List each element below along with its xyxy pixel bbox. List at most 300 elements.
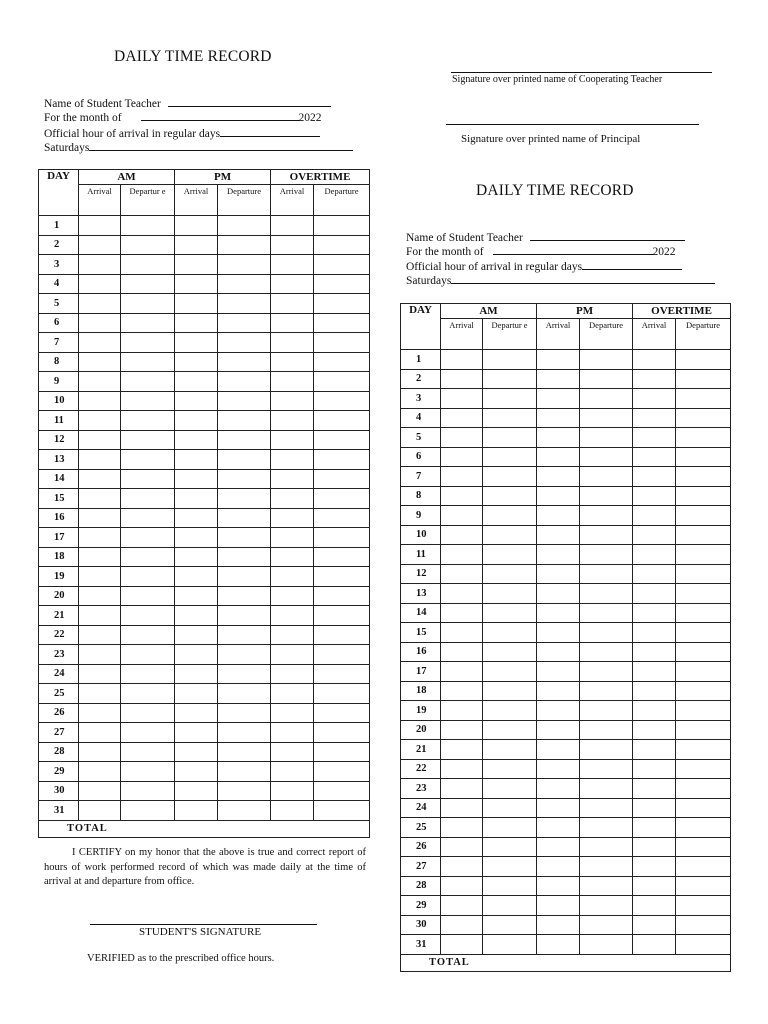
- am-departure-cell[interactable]: [483, 369, 537, 389]
- overtime-departure-cell[interactable]: [676, 428, 731, 448]
- pm-departure-cell[interactable]: [580, 935, 633, 955]
- pm-departure-cell[interactable]: [218, 586, 271, 606]
- overtime-arrival-cell[interactable]: [633, 740, 676, 760]
- pm-departure-cell[interactable]: [218, 450, 271, 470]
- am-departure-cell[interactable]: [483, 857, 537, 877]
- pm-departure-cell[interactable]: [218, 684, 271, 704]
- am-arrival-cell[interactable]: [79, 664, 121, 684]
- am-departure-cell[interactable]: [121, 801, 175, 821]
- pm-arrival-cell[interactable]: [175, 508, 218, 528]
- pm-arrival-cell[interactable]: [537, 720, 580, 740]
- am-arrival-cell[interactable]: [441, 389, 483, 409]
- am-departure-cell[interactable]: [483, 350, 537, 370]
- overtime-arrival-cell[interactable]: [271, 274, 314, 294]
- pm-arrival-cell[interactable]: [537, 681, 580, 701]
- pm-departure-cell[interactable]: [580, 837, 633, 857]
- name-blank[interactable]: [530, 230, 685, 241]
- am-departure-cell[interactable]: [121, 294, 175, 314]
- overtime-arrival-cell[interactable]: [633, 662, 676, 682]
- overtime-departure-cell[interactable]: [676, 642, 731, 662]
- am-departure-cell[interactable]: [121, 469, 175, 489]
- am-departure-cell[interactable]: [121, 508, 175, 528]
- pm-departure-cell[interactable]: [580, 447, 633, 467]
- am-arrival-cell[interactable]: [79, 352, 121, 372]
- overtime-arrival-cell[interactable]: [271, 625, 314, 645]
- overtime-arrival-cell[interactable]: [633, 837, 676, 857]
- overtime-arrival-cell[interactable]: [633, 350, 676, 370]
- pm-departure-cell[interactable]: [580, 720, 633, 740]
- pm-departure-cell[interactable]: [580, 896, 633, 916]
- overtime-departure-cell[interactable]: [676, 584, 731, 604]
- am-arrival-cell[interactable]: [79, 508, 121, 528]
- pm-arrival-cell[interactable]: [537, 779, 580, 799]
- am-departure-cell[interactable]: [121, 567, 175, 587]
- overtime-arrival-cell[interactable]: [633, 935, 676, 955]
- pm-departure-cell[interactable]: [218, 489, 271, 509]
- am-arrival-cell[interactable]: [79, 703, 121, 723]
- am-arrival-cell[interactable]: [441, 935, 483, 955]
- pm-departure-cell[interactable]: [580, 681, 633, 701]
- am-departure-cell[interactable]: [121, 216, 175, 236]
- pm-departure-cell[interactable]: [580, 564, 633, 584]
- am-arrival-cell[interactable]: [79, 528, 121, 548]
- am-departure-cell[interactable]: [483, 623, 537, 643]
- pm-departure-cell[interactable]: [218, 664, 271, 684]
- overtime-arrival-cell[interactable]: [633, 506, 676, 526]
- pm-departure-cell[interactable]: [580, 759, 633, 779]
- am-departure-cell[interactable]: [483, 818, 537, 838]
- am-arrival-cell[interactable]: [79, 469, 121, 489]
- am-arrival-cell[interactable]: [441, 525, 483, 545]
- overtime-arrival-cell[interactable]: [271, 547, 314, 567]
- month-blank[interactable]: [141, 110, 299, 121]
- am-arrival-cell[interactable]: [79, 274, 121, 294]
- pm-arrival-cell[interactable]: [537, 701, 580, 721]
- am-arrival-cell[interactable]: [441, 564, 483, 584]
- pm-departure-cell[interactable]: [218, 430, 271, 450]
- am-departure-cell[interactable]: [121, 235, 175, 255]
- am-departure-cell[interactable]: [483, 896, 537, 916]
- left-month-field[interactable]: [44, 110, 322, 126]
- pm-arrival-cell[interactable]: [175, 528, 218, 548]
- overtime-departure-cell[interactable]: [676, 369, 731, 389]
- overtime-arrival-cell[interactable]: [633, 701, 676, 721]
- overtime-departure-cell[interactable]: [314, 274, 370, 294]
- am-arrival-cell[interactable]: [441, 779, 483, 799]
- pm-departure-cell[interactable]: [580, 915, 633, 935]
- overtime-arrival-cell[interactable]: [271, 742, 314, 762]
- overtime-departure-cell[interactable]: [314, 664, 370, 684]
- overtime-arrival-cell[interactable]: [271, 216, 314, 236]
- overtime-departure-cell[interactable]: [676, 467, 731, 487]
- pm-arrival-cell[interactable]: [537, 525, 580, 545]
- overtime-arrival-cell[interactable]: [633, 467, 676, 487]
- overtime-departure-cell[interactable]: [676, 350, 731, 370]
- overtime-departure-cell[interactable]: [314, 742, 370, 762]
- am-arrival-cell[interactable]: [79, 586, 121, 606]
- pm-departure-cell[interactable]: [580, 428, 633, 448]
- overtime-arrival-cell[interactable]: [633, 603, 676, 623]
- pm-arrival-cell[interactable]: [537, 642, 580, 662]
- pm-departure-cell[interactable]: [218, 235, 271, 255]
- pm-departure-cell[interactable]: [218, 255, 271, 275]
- pm-departure-cell[interactable]: [218, 703, 271, 723]
- pm-arrival-cell[interactable]: [175, 625, 218, 645]
- pm-departure-cell[interactable]: [580, 525, 633, 545]
- overtime-arrival-cell[interactable]: [271, 703, 314, 723]
- am-arrival-cell[interactable]: [441, 818, 483, 838]
- am-arrival-cell[interactable]: [79, 216, 121, 236]
- pm-arrival-cell[interactable]: [537, 564, 580, 584]
- am-arrival-cell[interactable]: [79, 645, 121, 665]
- overtime-arrival-cell[interactable]: [271, 469, 314, 489]
- pm-departure-cell[interactable]: [218, 294, 271, 314]
- overtime-arrival-cell[interactable]: [633, 623, 676, 643]
- pm-arrival-cell[interactable]: [175, 274, 218, 294]
- right-month-field[interactable]: [406, 244, 676, 260]
- am-arrival-cell[interactable]: [441, 896, 483, 916]
- am-arrival-cell[interactable]: [441, 545, 483, 565]
- am-departure-cell[interactable]: [121, 313, 175, 333]
- pm-departure-cell[interactable]: [218, 625, 271, 645]
- am-departure-cell[interactable]: [483, 798, 537, 818]
- am-arrival-cell[interactable]: [441, 857, 483, 877]
- am-departure-cell[interactable]: [121, 703, 175, 723]
- overtime-departure-cell[interactable]: [314, 255, 370, 275]
- pm-departure-cell[interactable]: [580, 818, 633, 838]
- pm-arrival-cell[interactable]: [175, 235, 218, 255]
- overtime-departure-cell[interactable]: [314, 489, 370, 509]
- pm-departure-cell[interactable]: [580, 779, 633, 799]
- am-arrival-cell[interactable]: [441, 447, 483, 467]
- pm-arrival-cell[interactable]: [537, 408, 580, 428]
- overtime-arrival-cell[interactable]: [271, 352, 314, 372]
- am-departure-cell[interactable]: [121, 723, 175, 743]
- pm-departure-cell[interactable]: [580, 506, 633, 526]
- overtime-arrival-cell[interactable]: [633, 896, 676, 916]
- overtime-arrival-cell[interactable]: [271, 645, 314, 665]
- pm-departure-cell[interactable]: [218, 274, 271, 294]
- pm-arrival-cell[interactable]: [175, 411, 218, 431]
- am-departure-cell[interactable]: [121, 411, 175, 431]
- overtime-departure-cell[interactable]: [676, 447, 731, 467]
- overtime-arrival-cell[interactable]: [271, 450, 314, 470]
- pm-departure-cell[interactable]: [218, 567, 271, 587]
- overtime-departure-cell[interactable]: [314, 333, 370, 353]
- am-arrival-cell[interactable]: [79, 391, 121, 411]
- overtime-departure-cell[interactable]: [314, 372, 370, 392]
- pm-arrival-cell[interactable]: [175, 781, 218, 801]
- am-departure-cell[interactable]: [121, 430, 175, 450]
- am-departure-cell[interactable]: [121, 528, 175, 548]
- am-departure-cell[interactable]: [483, 740, 537, 760]
- overtime-arrival-cell[interactable]: [633, 720, 676, 740]
- am-arrival-cell[interactable]: [79, 742, 121, 762]
- am-departure-cell[interactable]: [121, 586, 175, 606]
- am-departure-cell[interactable]: [121, 645, 175, 665]
- overtime-departure-cell[interactable]: [676, 389, 731, 409]
- pm-departure-cell[interactable]: [218, 723, 271, 743]
- overtime-arrival-cell[interactable]: [633, 369, 676, 389]
- pm-departure-cell[interactable]: [218, 742, 271, 762]
- pm-departure-cell[interactable]: [218, 333, 271, 353]
- pm-arrival-cell[interactable]: [175, 391, 218, 411]
- overtime-departure-cell[interactable]: [676, 779, 731, 799]
- overtime-departure-cell[interactable]: [314, 547, 370, 567]
- overtime-arrival-cell[interactable]: [271, 528, 314, 548]
- am-arrival-cell[interactable]: [441, 623, 483, 643]
- pm-departure-cell[interactable]: [218, 352, 271, 372]
- overtime-departure-cell[interactable]: [676, 662, 731, 682]
- am-arrival-cell[interactable]: [441, 467, 483, 487]
- overtime-arrival-cell[interactable]: [633, 798, 676, 818]
- pm-arrival-cell[interactable]: [175, 742, 218, 762]
- pm-departure-cell[interactable]: [218, 801, 271, 821]
- pm-departure-cell[interactable]: [580, 350, 633, 370]
- overtime-departure-cell[interactable]: [676, 818, 731, 838]
- pm-departure-cell[interactable]: [218, 606, 271, 626]
- am-departure-cell[interactable]: [121, 606, 175, 626]
- am-departure-cell[interactable]: [483, 701, 537, 721]
- am-arrival-cell[interactable]: [79, 333, 121, 353]
- right-saturdays-field[interactable]: [406, 273, 715, 289]
- pm-arrival-cell[interactable]: [175, 430, 218, 450]
- am-departure-cell[interactable]: [121, 762, 175, 782]
- overtime-departure-cell[interactable]: [314, 391, 370, 411]
- pm-arrival-cell[interactable]: [537, 584, 580, 604]
- am-arrival-cell[interactable]: [79, 781, 121, 801]
- overtime-departure-cell[interactable]: [314, 216, 370, 236]
- pm-departure-cell[interactable]: [580, 408, 633, 428]
- pm-arrival-cell[interactable]: [537, 896, 580, 916]
- overtime-departure-cell[interactable]: [314, 430, 370, 450]
- pm-departure-cell[interactable]: [580, 467, 633, 487]
- am-arrival-cell[interactable]: [79, 235, 121, 255]
- pm-arrival-cell[interactable]: [175, 333, 218, 353]
- overtime-arrival-cell[interactable]: [633, 681, 676, 701]
- am-departure-cell[interactable]: [483, 428, 537, 448]
- overtime-arrival-cell[interactable]: [271, 489, 314, 509]
- pm-departure-cell[interactable]: [580, 584, 633, 604]
- am-arrival-cell[interactable]: [79, 567, 121, 587]
- pm-arrival-cell[interactable]: [537, 662, 580, 682]
- pm-arrival-cell[interactable]: [537, 623, 580, 643]
- am-arrival-cell[interactable]: [79, 313, 121, 333]
- pm-departure-cell[interactable]: [218, 372, 271, 392]
- overtime-arrival-cell[interactable]: [633, 564, 676, 584]
- pm-arrival-cell[interactable]: [175, 372, 218, 392]
- am-arrival-cell[interactable]: [441, 584, 483, 604]
- overtime-arrival-cell[interactable]: [633, 389, 676, 409]
- pm-arrival-cell[interactable]: [537, 759, 580, 779]
- am-arrival-cell[interactable]: [441, 915, 483, 935]
- name-blank[interactable]: [168, 96, 331, 107]
- pm-arrival-cell[interactable]: [175, 606, 218, 626]
- am-departure-cell[interactable]: [483, 564, 537, 584]
- pm-arrival-cell[interactable]: [537, 506, 580, 526]
- am-arrival-cell[interactable]: [441, 876, 483, 896]
- am-departure-cell[interactable]: [483, 642, 537, 662]
- overtime-arrival-cell[interactable]: [271, 372, 314, 392]
- am-arrival-cell[interactable]: [79, 489, 121, 509]
- am-departure-cell[interactable]: [483, 584, 537, 604]
- overtime-arrival-cell[interactable]: [271, 391, 314, 411]
- am-departure-cell[interactable]: [121, 274, 175, 294]
- am-arrival-cell[interactable]: [79, 372, 121, 392]
- overtime-departure-cell[interactable]: [676, 506, 731, 526]
- overtime-departure-cell[interactable]: [314, 645, 370, 665]
- overtime-arrival-cell[interactable]: [271, 664, 314, 684]
- am-arrival-cell[interactable]: [441, 701, 483, 721]
- am-departure-cell[interactable]: [121, 742, 175, 762]
- am-departure-cell[interactable]: [483, 525, 537, 545]
- pm-departure-cell[interactable]: [218, 216, 271, 236]
- principal-signature-line[interactable]: [446, 124, 699, 125]
- pm-departure-cell[interactable]: [580, 662, 633, 682]
- am-departure-cell[interactable]: [483, 662, 537, 682]
- overtime-departure-cell[interactable]: [676, 486, 731, 506]
- pm-arrival-cell[interactable]: [175, 762, 218, 782]
- overtime-departure-cell[interactable]: [676, 915, 731, 935]
- overtime-departure-cell[interactable]: [676, 603, 731, 623]
- am-arrival-cell[interactable]: [79, 801, 121, 821]
- overtime-arrival-cell[interactable]: [271, 430, 314, 450]
- overtime-arrival-cell[interactable]: [271, 781, 314, 801]
- am-arrival-cell[interactable]: [441, 681, 483, 701]
- pm-arrival-cell[interactable]: [175, 216, 218, 236]
- am-arrival-cell[interactable]: [441, 798, 483, 818]
- pm-arrival-cell[interactable]: [537, 369, 580, 389]
- overtime-arrival-cell[interactable]: [271, 508, 314, 528]
- overtime-departure-cell[interactable]: [314, 567, 370, 587]
- pm-departure-cell[interactable]: [218, 411, 271, 431]
- am-departure-cell[interactable]: [121, 450, 175, 470]
- overtime-arrival-cell[interactable]: [633, 584, 676, 604]
- pm-departure-cell[interactable]: [580, 603, 633, 623]
- pm-arrival-cell[interactable]: [175, 684, 218, 704]
- overtime-arrival-cell[interactable]: [271, 235, 314, 255]
- overtime-departure-cell[interactable]: [314, 294, 370, 314]
- am-departure-cell[interactable]: [483, 389, 537, 409]
- overtime-arrival-cell[interactable]: [271, 255, 314, 275]
- arrival-blank[interactable]: [582, 259, 682, 270]
- pm-arrival-cell[interactable]: [537, 447, 580, 467]
- pm-arrival-cell[interactable]: [537, 350, 580, 370]
- am-departure-cell[interactable]: [483, 720, 537, 740]
- am-departure-cell[interactable]: [483, 759, 537, 779]
- am-departure-cell[interactable]: [483, 486, 537, 506]
- overtime-arrival-cell[interactable]: [633, 642, 676, 662]
- overtime-departure-cell[interactable]: [676, 408, 731, 428]
- pm-arrival-cell[interactable]: [175, 255, 218, 275]
- pm-departure-cell[interactable]: [580, 857, 633, 877]
- am-arrival-cell[interactable]: [441, 759, 483, 779]
- pm-arrival-cell[interactable]: [537, 603, 580, 623]
- overtime-departure-cell[interactable]: [676, 525, 731, 545]
- am-departure-cell[interactable]: [483, 506, 537, 526]
- overtime-departure-cell[interactable]: [314, 469, 370, 489]
- pm-arrival-cell[interactable]: [175, 664, 218, 684]
- overtime-departure-cell[interactable]: [314, 762, 370, 782]
- overtime-arrival-cell[interactable]: [271, 606, 314, 626]
- overtime-departure-cell[interactable]: [676, 545, 731, 565]
- pm-arrival-cell[interactable]: [175, 801, 218, 821]
- overtime-departure-cell[interactable]: [676, 837, 731, 857]
- overtime-arrival-cell[interactable]: [271, 294, 314, 314]
- am-arrival-cell[interactable]: [441, 662, 483, 682]
- am-arrival-cell[interactable]: [441, 369, 483, 389]
- am-arrival-cell[interactable]: [441, 837, 483, 857]
- pm-arrival-cell[interactable]: [175, 723, 218, 743]
- pm-departure-cell[interactable]: [218, 547, 271, 567]
- am-arrival-cell[interactable]: [441, 642, 483, 662]
- pm-arrival-cell[interactable]: [537, 428, 580, 448]
- am-departure-cell[interactable]: [483, 876, 537, 896]
- pm-departure-cell[interactable]: [580, 740, 633, 760]
- am-departure-cell[interactable]: [121, 625, 175, 645]
- am-arrival-cell[interactable]: [79, 430, 121, 450]
- overtime-arrival-cell[interactable]: [271, 411, 314, 431]
- overtime-arrival-cell[interactable]: [271, 762, 314, 782]
- overtime-arrival-cell[interactable]: [271, 333, 314, 353]
- am-arrival-cell[interactable]: [441, 720, 483, 740]
- pm-departure-cell[interactable]: [580, 369, 633, 389]
- overtime-arrival-cell[interactable]: [271, 567, 314, 587]
- overtime-arrival-cell[interactable]: [633, 759, 676, 779]
- pm-arrival-cell[interactable]: [175, 703, 218, 723]
- pm-departure-cell[interactable]: [580, 701, 633, 721]
- pm-arrival-cell[interactable]: [175, 489, 218, 509]
- am-arrival-cell[interactable]: [441, 603, 483, 623]
- am-arrival-cell[interactable]: [79, 723, 121, 743]
- overtime-departure-cell[interactable]: [314, 606, 370, 626]
- overtime-departure-cell[interactable]: [314, 625, 370, 645]
- overtime-arrival-cell[interactable]: [633, 447, 676, 467]
- pm-departure-cell[interactable]: [218, 781, 271, 801]
- pm-departure-cell[interactable]: [580, 798, 633, 818]
- overtime-departure-cell[interactable]: [676, 720, 731, 740]
- overtime-arrival-cell[interactable]: [633, 779, 676, 799]
- pm-departure-cell[interactable]: [580, 876, 633, 896]
- pm-arrival-cell[interactable]: [537, 935, 580, 955]
- overtime-departure-cell[interactable]: [676, 740, 731, 760]
- pm-arrival-cell[interactable]: [537, 740, 580, 760]
- am-arrival-cell[interactable]: [79, 255, 121, 275]
- overtime-departure-cell[interactable]: [676, 759, 731, 779]
- pm-departure-cell[interactable]: [218, 469, 271, 489]
- saturdays-blank[interactable]: [451, 273, 715, 284]
- pm-arrival-cell[interactable]: [175, 294, 218, 314]
- pm-departure-cell[interactable]: [580, 545, 633, 565]
- am-departure-cell[interactable]: [483, 779, 537, 799]
- am-departure-cell[interactable]: [121, 547, 175, 567]
- overtime-arrival-cell[interactable]: [633, 486, 676, 506]
- am-departure-cell[interactable]: [483, 935, 537, 955]
- am-departure-cell[interactable]: [121, 391, 175, 411]
- pm-departure-cell[interactable]: [218, 528, 271, 548]
- overtime-arrival-cell[interactable]: [633, 818, 676, 838]
- pm-arrival-cell[interactable]: [175, 567, 218, 587]
- am-arrival-cell[interactable]: [441, 428, 483, 448]
- overtime-arrival-cell[interactable]: [271, 586, 314, 606]
- pm-arrival-cell[interactable]: [537, 486, 580, 506]
- pm-arrival-cell[interactable]: [537, 837, 580, 857]
- cooperating-teacher-signature-line[interactable]: [451, 72, 712, 73]
- overtime-departure-cell[interactable]: [314, 528, 370, 548]
- am-arrival-cell[interactable]: [79, 762, 121, 782]
- overtime-departure-cell[interactable]: [314, 411, 370, 431]
- pm-departure-cell[interactable]: [218, 313, 271, 333]
